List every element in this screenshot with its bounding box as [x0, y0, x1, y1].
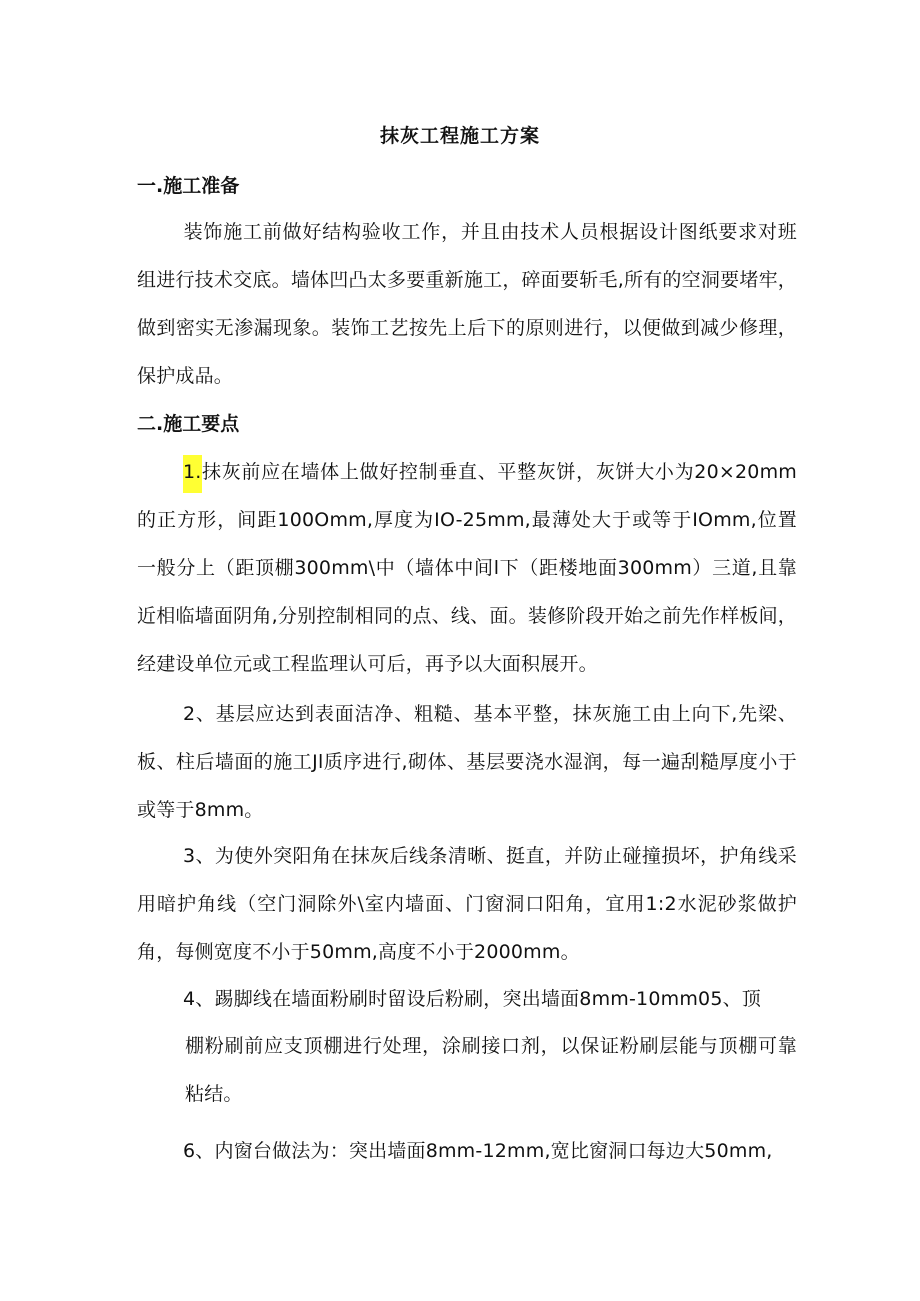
page-title: 抹灰工程施工方案 [379, 125, 540, 147]
paragraph-item-4-first-line [137, 975, 797, 1023]
highlighted-item-number: 1. [183, 455, 202, 493]
paragraph-item-1-text: 抹灰前应在墙体上做好控制垂直、平整灰饼，灰饼大小为20×20mm的正方形，间距100Omm,厚度为IO-25mm,最薄处大于或等于IOmm,位置一般分上（距顶棚300mm\中（墙体中间l下（距楼地面300mm）三道,且靠近相临墙面阴角,分别控制相同的点、线、面。装修阶段开始之前先作样板间，经建设单位元或工程监理认可后，再予以大面积展开。 [137, 461, 797, 675]
paragraph-item-2 [137, 690, 797, 834]
paragraph-preparation [137, 208, 797, 400]
paragraph-item-4-rest-text: 棚粉刷前应支顶棚进行处理，涂刷接口剂，以保证粉刷层能与顶棚可靠粘结。 [185, 1035, 797, 1105]
paragraph-item-2-text: 2、基层应达到表面洁净、粗糙、基本平整，抹灰施工由上向下,先梁、板、柱后墙面的施工Jl质序进行,砌体、基层要浇水湿润，每一遍刮糙厚度小于或等于8mm。 [137, 703, 797, 821]
section-heading-key-points: 二.施工要点 [137, 413, 240, 435]
paragraph-item-6-text: 6、内窗台做法为：突出墙面8mm-12mm,宽比窗洞口每边大50mm, [183, 1140, 773, 1162]
paragraph-item-4-first-text: 4、踢脚线在墙面粉刷时留设后粉刷，突出墙面8mm-10mm05、顶 [183, 988, 762, 1010]
paragraph-item-4-continuation [185, 1022, 797, 1118]
paragraph-item-1 [137, 448, 797, 688]
paragraph-item-3-text: 3、为使外突阳角在抹灰后线条清晰、挺直，并防止碰撞损坏，护角线采用暗护角线（空门洞除外\室内墙面、门窗洞口阳角，宜用1:2水泥砂浆做护角，每侧宽度不小于50mm,高度不小于2000mm。 [137, 845, 797, 963]
section-heading-preparation: 一.施工准备 [137, 175, 240, 197]
paragraph-item-3 [137, 832, 797, 976]
paragraph-item-6 [137, 1127, 797, 1175]
paragraph-preparation-text: 装饰施工前做好结构验收工作，并且由技术人员根据设计图纸要求对班组进行技术交底。墙体凹凸太多要重新施工，碎面要斩毛,所有的空洞要堵牢，做到密实无渗漏现象。装饰工艺按先上后下的原则进行，以便做到减少修理，保护成品。 [137, 221, 797, 387]
